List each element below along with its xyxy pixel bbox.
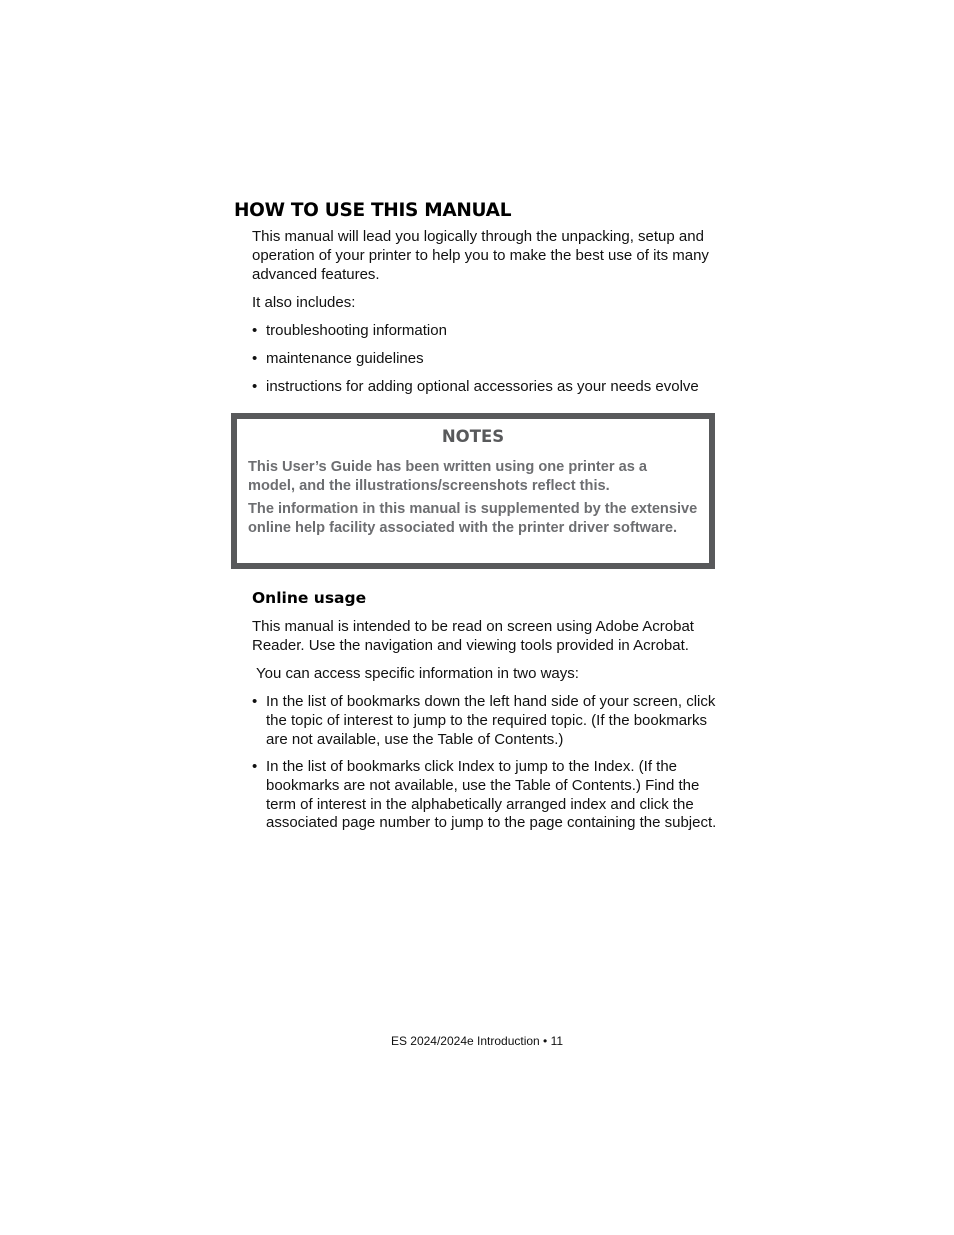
list-item-text: instructions for adding optional accessories as your needs evolve [266,378,699,395]
list-item [252,693,722,749]
bullet-icon: • [252,758,258,775]
notes-box [231,413,715,569]
list-item [252,350,722,369]
bullet-icon: • [252,693,258,710]
bullet-icon: • [252,322,258,339]
bullet-icon: • [252,378,258,395]
page-footer: ES 2024/2024e Introduction • 11 [390,1034,564,1048]
list-item [252,378,732,397]
bullet-icon: • [252,350,258,367]
list-item-text: In the list of bookmarks down the left hand side of your screen, click the topic of interest to jump to the required topic. (If the bookmarks are not available, use the Table of Contents.) [266,693,716,748]
list-item [252,322,722,341]
list-item-text: In the list of bookmarks click Index to jump to the Index. (If the bookmarks are not available, use the Table of Contents.) Find the term of interest in the alphabetically arranged index and click the associated page number to jump to the page containing the subject. [266,758,717,832]
includes-label: It also includes: [252,294,356,311]
list-item-text: troubleshooting information [266,322,447,339]
ways-label: You can access specific information in two ways: [256,665,579,682]
notes-title: NOTES [441,427,505,446]
online-usage-title: Online usage [252,589,367,607]
intro-paragraph: This manual will lead you logically through the unpacking, setup and operation of your printer to help you to make the best use of its many advanced features. [252,228,709,283]
list-item [252,758,722,833]
note-item: This User’s Guide has been written using one printer as a model, and the illustrations/screenshots reflect this. [248,459,647,494]
online-usage-paragraph: This manual is intended to be read on screen using Adobe Acrobat Reader. Use the navigation and viewing tools provided in Acrobat. [252,618,694,654]
list-item-text: maintenance guidelines [266,350,424,367]
note-item: The information in this manual is supplemented by the extensive online help facility associated with the printer driver software. [248,501,698,536]
section-title: HOW TO USE THIS MANUAL [234,200,512,221]
